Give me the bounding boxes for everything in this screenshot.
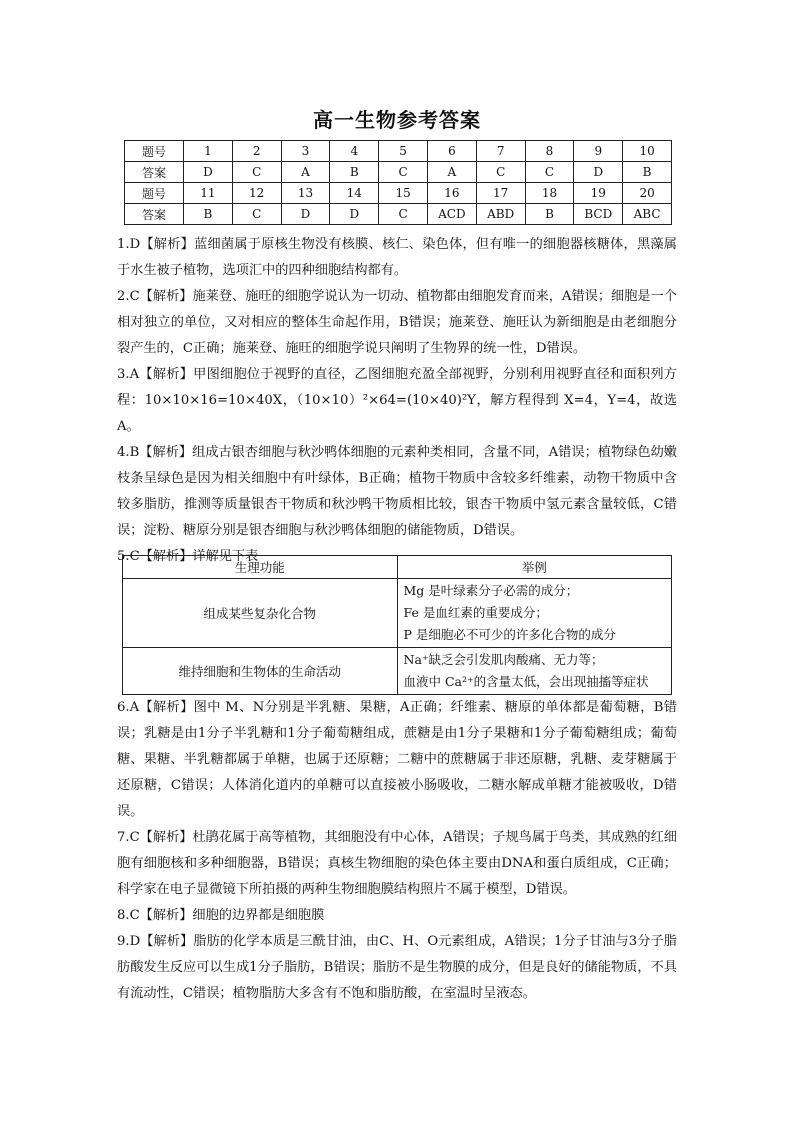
answer-table-cell: 12: [232, 183, 281, 204]
answer-table-row: [125, 162, 672, 183]
answer-table-cell: B: [525, 204, 574, 225]
function-cell: 维持细胞和生物体的生命活动: [123, 648, 398, 695]
answer-table-cell: 7: [476, 141, 525, 162]
function-table-header: 生理功能: [123, 556, 398, 579]
answer-table-cell: 18: [525, 183, 574, 204]
function-table-row: [123, 579, 672, 648]
answer-table-cell: ACD: [427, 204, 476, 225]
answer-table-cell: 8: [525, 141, 574, 162]
answer-table-cell: C: [379, 162, 428, 183]
explanation-4: 4.B【解析】组成古银杏细胞与秋沙鸭体细胞的元素种类相同，含量不同，A错误；植物绿色幼嫩枝条呈绿色是因为相关细胞中有叶绿体，B正确；植物干物质中含较多纤维素，动物干物质中含较多脂肪，推测等质量银杏干物质和秋沙鸭干物质相比较，银杏干物质中氢元素含量较低，C错误；淀粉、糖原分别是银杏细胞与秋沙鸭体细胞的储能物质，D错误。: [117, 445, 677, 538]
example-line: Fe 是血红素的重要成分；: [403, 605, 548, 620]
answer-table-cell: 17: [476, 183, 525, 204]
answer-table-cell: D: [281, 204, 330, 225]
answer-table-cell: D: [184, 162, 233, 183]
answer-table-row-header: 题号: [125, 141, 184, 162]
answer-table-cell: C: [232, 162, 281, 183]
answer-table-cell: C: [525, 162, 574, 183]
function-table: [122, 555, 672, 695]
answer-table-cell: C: [476, 162, 525, 183]
examples-cell: [397, 648, 672, 695]
answer-table-cell: 20: [623, 183, 672, 204]
explanation-2: 2.C【解析】施莱登、施旺的细胞学说认为一切动、植物都由细胞发育而来，A错误；细胞是一个相对独立的单位，又对相应的整体生命起作用，B错误；施莱登、施旺认为新细胞是由老细胞分裂产生的，C正确；施莱登、施旺的细胞学说只阐明了生物界的统一性，D错误。: [117, 289, 677, 356]
explanation-3: 3.A【解析】甲图细胞位于视野的直径，乙图细胞充盈全部视野，分别利用视野直径和面积列方程：10×10×16=10×40X，（10×10）²×64=(10×40)²Y，解方程得到 X=4，Y=4，故选A。: [117, 367, 677, 434]
page-title: 高一生物参考答案: [313, 108, 481, 132]
answer-table-cell: D: [574, 162, 623, 183]
explanation-1: 1.D【解析】蓝细菌属于原核生物没有核膜、核仁、染色体，但有唯一的细胞器核糖体，黑藻属于水生被子植物，选项汇中的四种细胞结构都有。: [117, 237, 677, 278]
answer-table-cell: 19: [574, 183, 623, 204]
example-line: 血液中 Ca²⁺的含量太低，会出现抽搐等症状: [403, 674, 649, 689]
explanation-8: 8.C【解析】细胞的边界都是细胞膜: [117, 908, 325, 923]
answer-table-row: [125, 141, 672, 162]
example-line: Mg 是叶绿素分子必需的成分；: [403, 583, 579, 598]
answer-table-cell: 9: [574, 141, 623, 162]
explanations-part1: [117, 232, 677, 570]
answer-table-cell: A: [281, 162, 330, 183]
answer-table-cell: C: [232, 204, 281, 225]
answer-table-row: [125, 183, 672, 204]
answer-table-cell: BCD: [574, 204, 623, 225]
answer-table-cell: ABC: [623, 204, 672, 225]
answer-table-cell: 13: [281, 183, 330, 204]
answer-table-cell: C: [379, 204, 428, 225]
answer-table-cell: 6: [427, 141, 476, 162]
answer-table-cell: 3: [281, 141, 330, 162]
explanations-part2: [117, 695, 677, 1007]
answer-table-cell: 4: [330, 141, 379, 162]
answer-table-cell: 5: [379, 141, 428, 162]
answer-table-cell: 10: [623, 141, 672, 162]
answer-table-cell: A: [427, 162, 476, 183]
answer-table-cell: 16: [427, 183, 476, 204]
example-line: P 是细胞必不可少的许多化合物的成分: [403, 627, 616, 642]
function-table-row: [123, 648, 672, 695]
explanation-9: 9.D【解析】脂肪的化学本质是三酰甘油，由C、H、O元素组成，A错误；1分子甘油与3分子脂肪酸发生反应可以生成1分子脂肪，B错误；脂肪不是生物膜的成分，但是良好的储能物质，不具有流动性，C错误；植物脂肪大多含有不饱和脂肪酸，在室温时呈液态。: [117, 934, 677, 1001]
answer-table-row-header: 题号: [125, 183, 184, 204]
answer-table-row: [125, 204, 672, 225]
answer-table-cell: 11: [184, 183, 233, 204]
example-line: Na⁺缺乏会引发肌肉酸痛、无力等；: [403, 652, 604, 667]
function-cell: 组成某些复杂化合物: [123, 579, 398, 648]
answer-table-row-header: 答案: [125, 162, 184, 183]
answer-table-cell: 14: [330, 183, 379, 204]
function-table-header: 举例: [397, 556, 672, 579]
explanation-7: 7.C【解析】杜鹃花属于高等植物，其细胞没有中心体，A错误；子规鸟属于鸟类，其成熟的红细胞有细胞核和多种细胞器，B错误；真核生物细胞的染色体主要由DNA和蛋白质组成，C正确； 科学家在电子显微镜下所拍摄的两种生物细胞膜结构照片不属于模型，D错误。: [117, 830, 677, 897]
answer-table: [124, 140, 672, 225]
answer-table-cell: 2: [232, 141, 281, 162]
answer-table-cell: 1: [184, 141, 233, 162]
answer-table-cell: D: [330, 204, 379, 225]
answer-table-cell: ABD: [476, 204, 525, 225]
answer-table-cell: B: [184, 204, 233, 225]
examples-cell: [397, 579, 672, 648]
answer-table-cell: B: [330, 162, 379, 183]
explanation-6: 6.A【解析】图中 M、N分别是半乳糖、果糖，A正确；纤维素、糖原的单体都是葡萄糖，B错误；乳糖是由1分子半乳糖和1分子葡萄糖组成，蔗糖是由1分子果糖和1分子葡萄糖组成；葡萄糖、果糖、半乳糖都属于单糖，也属于还原糖；二糖中的蔗糖属于非还原糖，乳糖、麦芽糖属于还原糖，C错误；人体消化道内的单糖可以直接被小肠吸收，二糖水解成单糖才能被吸收，D错误。: [117, 700, 677, 819]
explanation-5: 5.C【解析】详解见下表: [117, 549, 259, 564]
answer-table-row-header: 答案: [125, 204, 184, 225]
answer-table-cell: B: [623, 162, 672, 183]
answer-table-cell: 15: [379, 183, 428, 204]
